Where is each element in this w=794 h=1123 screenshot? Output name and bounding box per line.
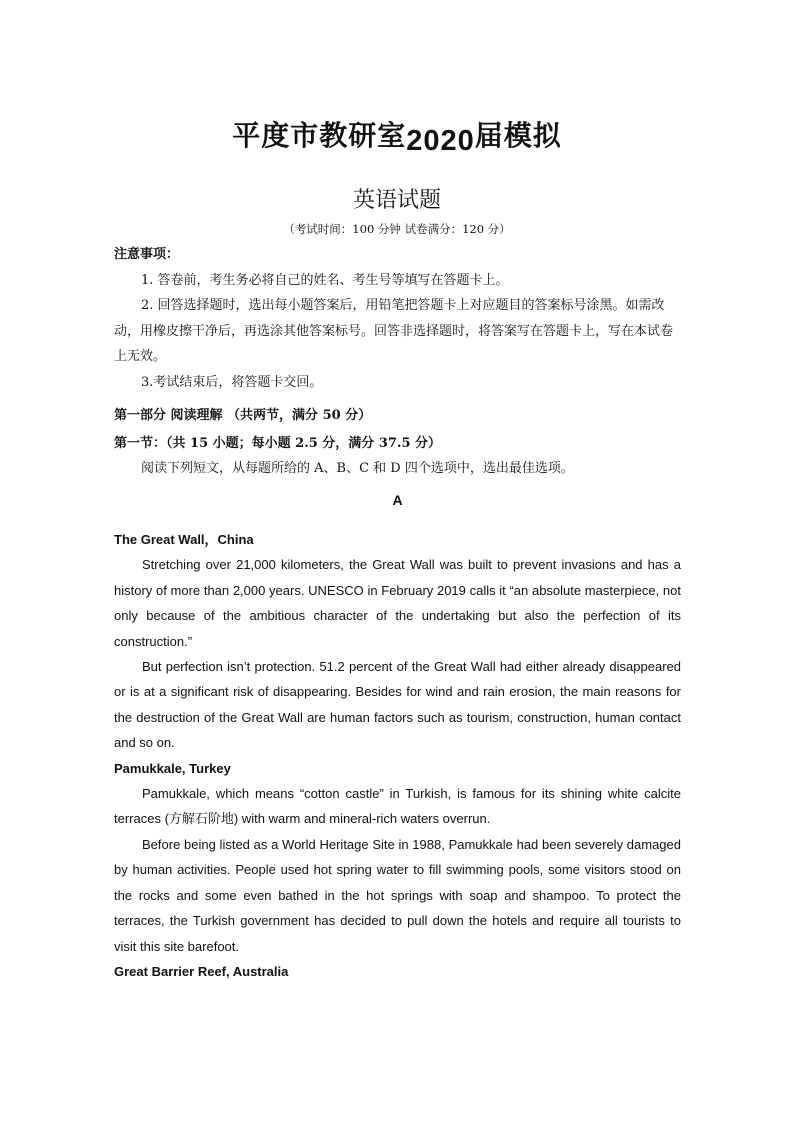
notice-item-1: 1. 答卷前，考生务必将自己的姓名、考生号等填写在答题卡上。 <box>141 272 509 288</box>
exam-info: （考试时间：100 分钟 试卷满分：120 分） <box>283 222 511 236</box>
title-year: 2020 <box>406 125 475 157</box>
notice-section <box>114 242 681 395</box>
notice-item-3: 3.考试结束后，将答题卡交回。 <box>141 374 323 390</box>
title-suffix: 届模拟 <box>474 119 562 152</box>
notice-heading: 注意事项： <box>114 247 180 262</box>
section1-heading: 第一节：（共 15 小题；每小题 2.5 分，满分 37.5 分） <box>114 435 442 451</box>
heading-great-barrier-reef: Great Barrier Reef, Australia <box>114 963 289 979</box>
heading-pamukkale: Pamukkale, Turkey <box>114 760 231 776</box>
notice-item-2: 2. 回答选择题时，选出每小题答案后，用铅笔把答题卡上对应题目的答案标号涂黑。如需改动，用橡皮擦干净后，再选涂其他答案标号。回答非选择题时，将答案写在答题卡上，写在本试卷上无效。 <box>114 298 674 364</box>
section1-instructions: 阅读下列短文，从每题所给的 A、B、C 和 D 四个选项中，选出最佳选项。 <box>141 461 574 476</box>
paragraph-great-wall-1: Stretching over 21,000 kilometers, the Great Wall was built to prevent invasions and has a history of more than 2,000 years. UNESCO in February 2019 calls it “an absolute masterpiece, not only because of the ambitious character of the undertaking but also the perfection of its construction.” <box>114 557 681 649</box>
paragraph-great-wall-2: But perfection isn’t protection. 51.2 percent of the Great Wall had either already disappeared or is at a significant risk of disappearing. Besides for wind and rain erosion, the main reasons for the destruction of the Great Wall are human factors such as tourism, construction, human contact and so on. <box>114 659 681 751</box>
passage-label: A <box>392 491 403 508</box>
part1-heading: 第一部分 阅读理解 （共两节，满分 50 分） <box>114 408 372 423</box>
page-subtitle: 英语试题 <box>352 188 441 213</box>
page-title <box>0 114 794 157</box>
passage-a <box>114 527 681 984</box>
paragraph-pamukkale-2: Before being listed as a World Heritage Site in 1988, Pamukkale had been severely damaged by human activities. People used hot spring water to fill swimming pools, some visitors stood on the rocks and some even bathed in the hot springs with soap and shampoo. To protect the terraces, the Turkish government has decided to pull down the hotels and require all tourists to visit this site barefoot. <box>114 836 681 954</box>
title-prefix: 平度市教研室 <box>232 119 407 152</box>
part1-section <box>114 403 681 513</box>
heading-great-wall: The Great Wall，China <box>114 532 254 547</box>
paragraph-pamukkale-1: Pamukkale, which means “cotton castle” in Turkish, is famous for its shining white calcite terraces (方解石阶地) with warm and mineral-rich waters overrun. <box>114 786 681 827</box>
